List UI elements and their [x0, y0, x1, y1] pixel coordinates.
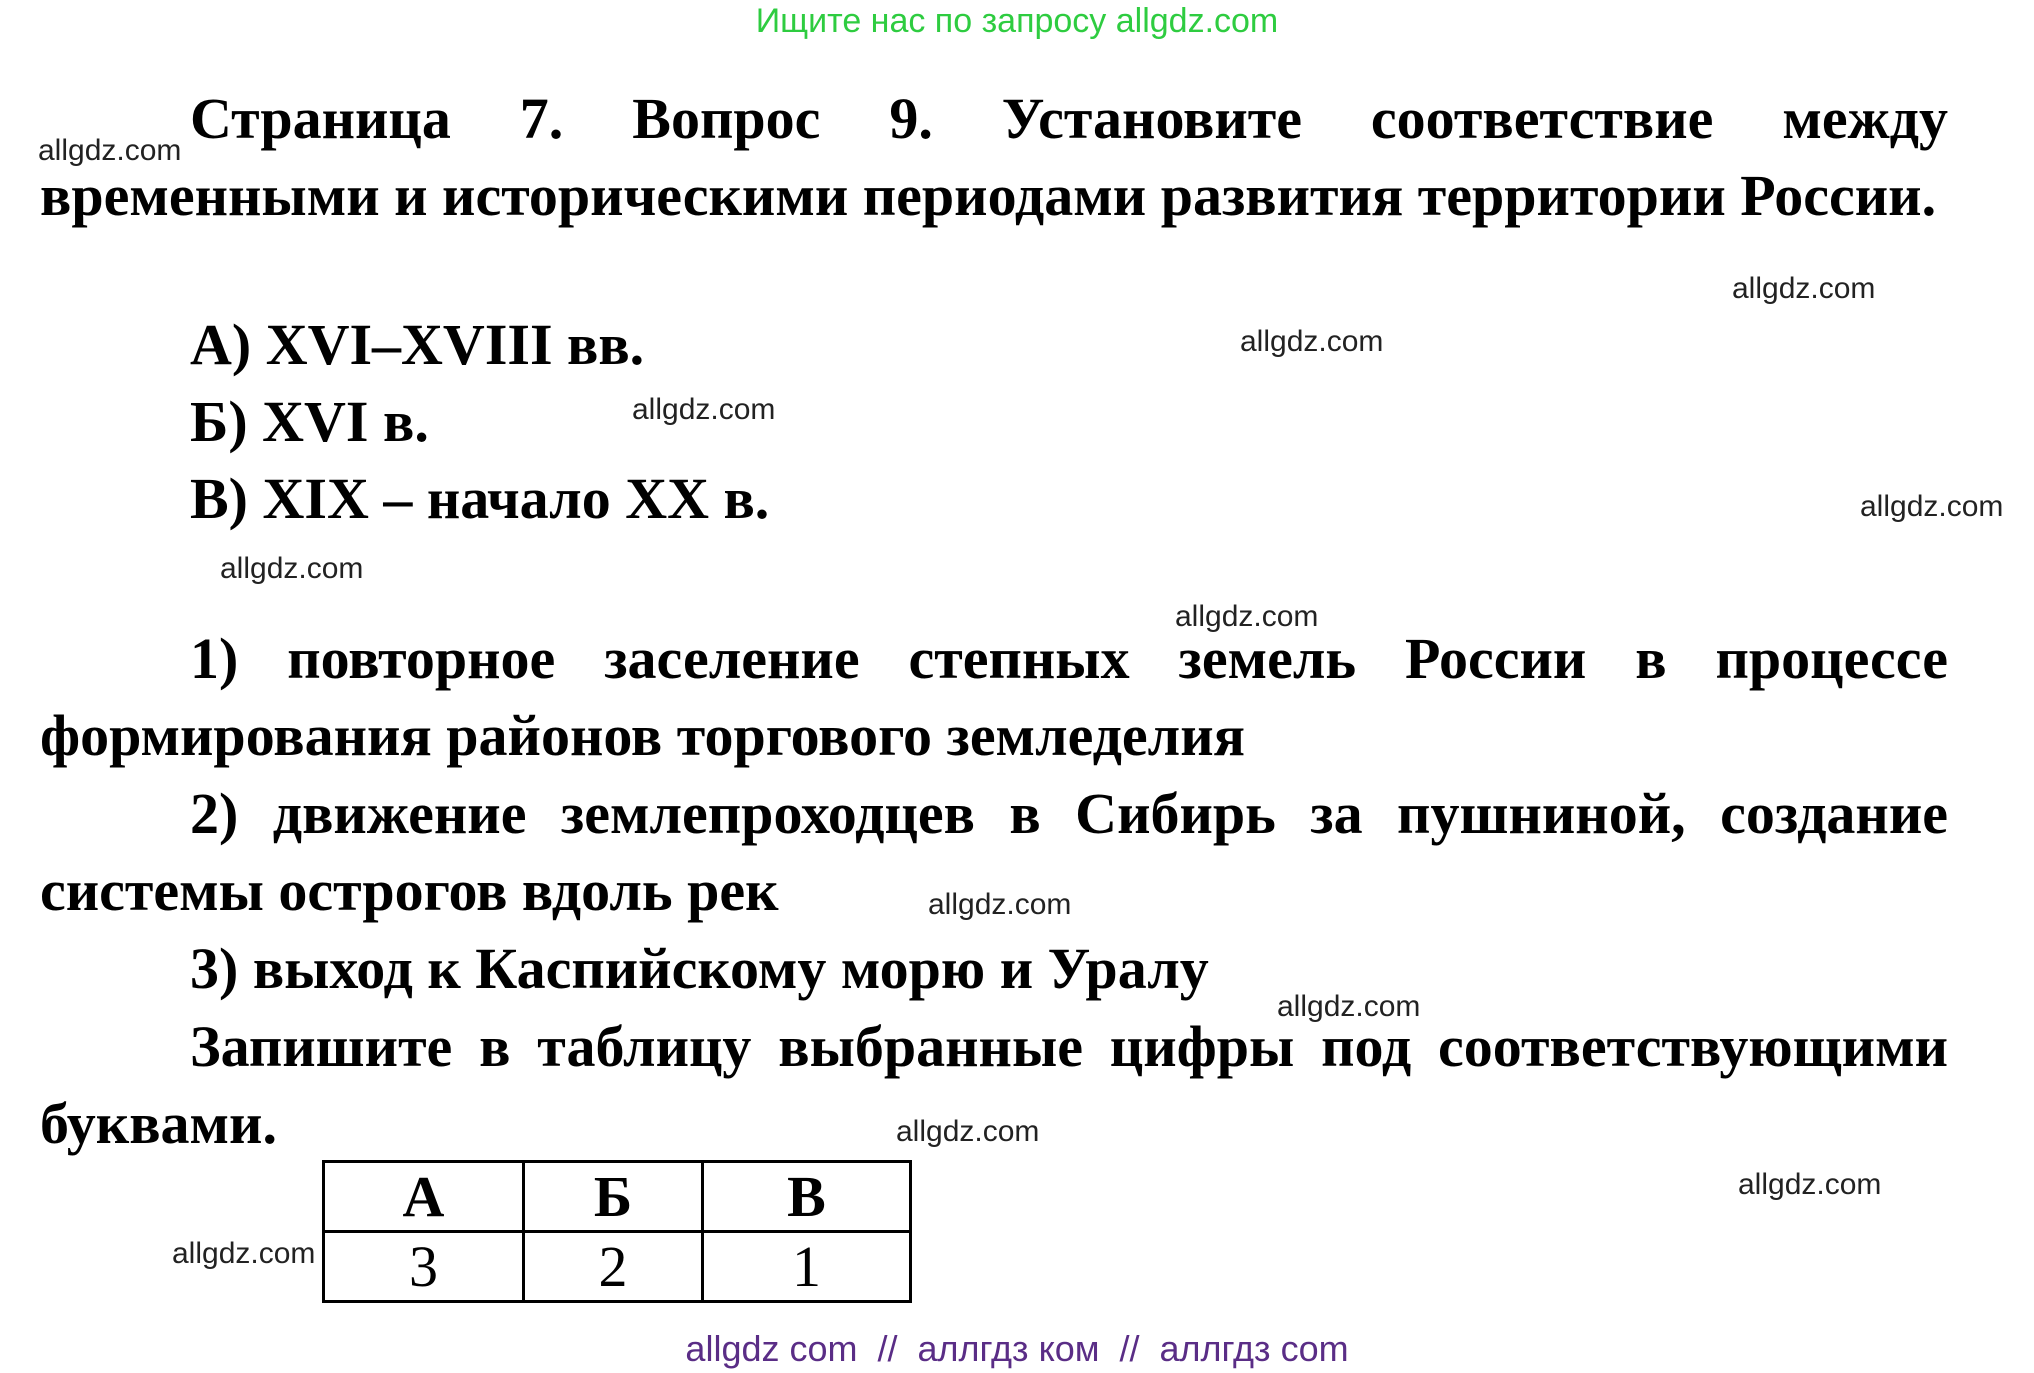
watermark: allgdz.com [1738, 1168, 1882, 1201]
watermark: allgdz.com [1277, 990, 1421, 1023]
watermark: allgdz.com [896, 1115, 1040, 1148]
table-header-v: В [703, 1162, 911, 1232]
table-value-b: 2 [524, 1232, 703, 1302]
watermark: allgdz.com [928, 888, 1072, 921]
table-header-a: А [324, 1162, 524, 1232]
watermark: allgdz.com [1175, 600, 1319, 633]
period-a: А) XVI–XVIII вв. [190, 312, 645, 377]
watermark: allgdz.com [172, 1237, 316, 1270]
period-b: Б) XVI в. [190, 389, 429, 454]
watermark: allgdz.com [220, 552, 364, 585]
answer-table-header-row [324, 1162, 911, 1232]
watermark: allgdz.com [1860, 490, 2004, 523]
option-1: 1) повторное заселение степных земель России в процессе формирования районов торгового земледелия [40, 626, 1948, 768]
watermark: allgdz.com [1732, 272, 1876, 305]
watermark: allgdz.com [38, 134, 182, 167]
option-3: 3) выход к Каспийскому морю и Уралу [190, 936, 1209, 1001]
footer-links[interactable]: allgdz com // аллгдз ком // аллгдз com [685, 1328, 1349, 1369]
option-2: 2) движение землепроходцев в Сибирь за пушниной, создание системы острогов вдоль рек [40, 781, 1948, 923]
table-value-a: 3 [324, 1232, 524, 1302]
watermark: allgdz.com [632, 393, 776, 426]
table-header-b: Б [524, 1162, 703, 1232]
table-value-v: 1 [703, 1232, 911, 1302]
answer-table-value-row [324, 1232, 911, 1302]
instruction: Запишите в таблицу выбранные цифры под соответствующими буквами. [40, 1014, 1948, 1156]
period-c: В) XIX – начало XX в. [190, 466, 770, 531]
top-banner[interactable]: Ищите нас по запросу allgdz.com [755, 2, 1279, 40]
watermark: allgdz.com [1240, 325, 1384, 358]
question-intro: Страница 7. Вопрос 9. Установите соответствие между временными и историческими периодами развития территории России. [40, 86, 1948, 228]
answer-table [322, 1160, 912, 1303]
